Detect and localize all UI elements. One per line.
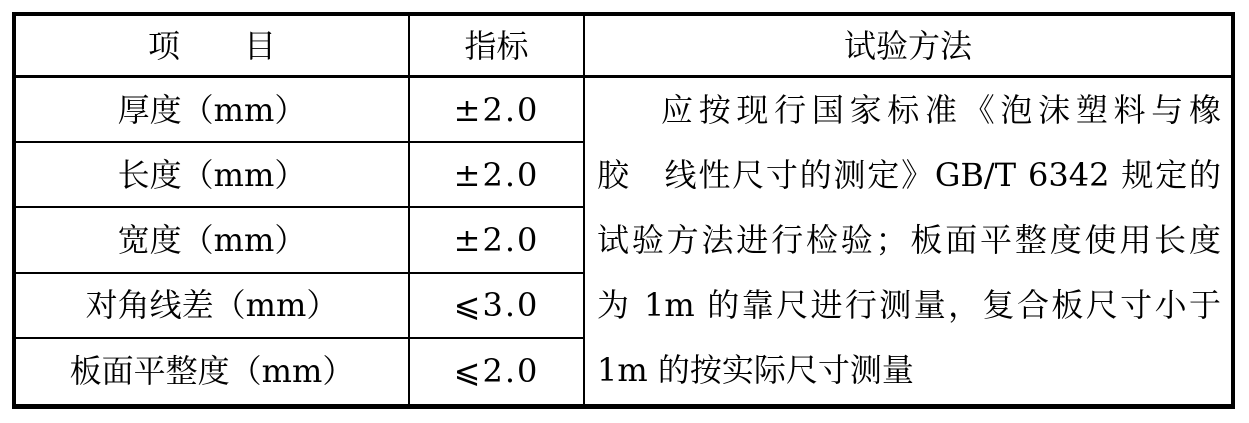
row-item-diagonal: 对角线差（mm） bbox=[16, 274, 410, 339]
row-value-flatness: ⩽2.0 bbox=[410, 339, 585, 404]
header-method: 试验方法 bbox=[585, 16, 1231, 78]
method-cell bbox=[585, 78, 1231, 404]
row-value-diagonal: ⩽3.0 bbox=[410, 274, 585, 339]
row-value-width: ±2.0 bbox=[410, 208, 585, 273]
method-line: 1m 的按实际尺寸测量 bbox=[597, 351, 914, 390]
row-item-length: 长度（mm） bbox=[16, 143, 410, 208]
row-item-width: 宽度（mm） bbox=[16, 208, 410, 273]
method-line: 为 1m 的靠尺进行测量，复合板尺寸小于 bbox=[597, 286, 1221, 325]
method-line: 应按现行国家标准《泡沫塑料与橡 bbox=[661, 91, 1221, 130]
row-item-flatness: 板面平整度（mm） bbox=[16, 339, 410, 404]
row-item-thickness: 厚度（mm） bbox=[16, 78, 410, 143]
method-line: 胶 线性尺寸的测定》GB/T 6342 规定的 bbox=[597, 156, 1221, 195]
method-line: 试验方法进行检验；板面平整度使用长度 bbox=[597, 221, 1221, 260]
row-value-thickness: ±2.0 bbox=[410, 78, 585, 143]
header-index: 指标 bbox=[410, 16, 585, 78]
header-item: 项 目 bbox=[16, 16, 410, 78]
row-value-length: ±2.0 bbox=[410, 143, 585, 208]
spec-table bbox=[12, 12, 1235, 409]
